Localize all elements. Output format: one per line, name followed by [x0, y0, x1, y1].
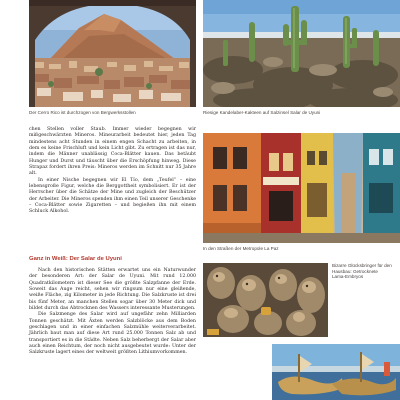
la-paz-street-photo	[203, 133, 400, 243]
la-paz-caption: In den Straßen der Metropole La Paz	[203, 246, 279, 251]
article-paragraph: Nach den historischen Stätten erwartet uns ein Naturwunder der besonderen Art: der Salar de Uyuni. Mit rund 12.000 Quadratkilometern ist dieser See die größte Salzpfanne der Erde. Soweit das Auge reicht, sehen wir ringsum nur eine gleißende, weiße Fläche, zig Kilometer in jede Richtung. Die Salzkruste ist drei bis fünf Meter, an manchen Stellen sogar über 30 Meter dick und bildet durch das Abtrocknen des Wassers interessante Musterungen.	[29, 268, 196, 312]
cactus-photo	[203, 0, 400, 107]
llama-embryo-caption: Bizarre Glücksbringer für den Hausbau: Getrocknete Lama-Embryos	[332, 263, 392, 279]
cerro-rico-caption: Der Cerro Rico ist durchzogen von Bergwerksstollen	[29, 110, 136, 115]
article-body-upper	[29, 127, 196, 216]
reed-boat-photo	[272, 344, 400, 400]
llama-embryo-photo	[203, 263, 328, 337]
article-body-lower	[29, 268, 196, 357]
article-paragraph: In einer Nische begegnen wir El Tío, dem „Teufel“ – eine lebensgroße Figur, welche die Berggottheit symbolisiert. Er ist der Herrscher über die Schätze der Mine und zugleich der Beschützer der Arbeiter. Die Mineros spenden ihm einen Teil unserer Geschenke – Coca-Blätter sowie Zigaretten – und begießen ihn mit einem Schluck Alkohol.	[29, 177, 197, 215]
article-paragraph: chen Stellen voller Staub. Immer wieder begegnen wir mißgeschwärzten Mineros. Mineurarbeit bedeutet hier, jeden Tag mindestens acht Stunden in einem engen Schacht zu arbeiten, in dem es keine Frischluft und kein Licht gibt. Zu ertragen ist das nur, indem die Männer unablässig Coca-Blätter kauen. Das betäubt Hunger und Durst und täuscht über die Erschöpfung hinweg. Diese Strapaz fordert ihren Preis: Mineros werden im Schnitt nur 35 Jahre alt.	[29, 127, 196, 177]
cerro-rico-photo	[29, 0, 196, 107]
article-paragraph: Die Salzmenge des Salar wird auf ungefähr zehn Milliarden Tonnen geschätzt. Mit Äxten werden Salzblöcke aus dem Boden geschlagen und in einer einfachen Salzmühle weiterverarbeitet. Jährlich baut man auf diese Art rund 25.000 Tonnen Salz ab und transportiert es in die Städte. Neben Salz beherbergt der Salar aber auch einen Reichtum, der noch nicht ausgebeutet wurde: Unter der Salzkruste lagert eines der weltweit größten Lithiumvorkommen.	[29, 312, 196, 356]
section-heading-salar: Ganz in Weiß: Der Salar de Uyuni	[29, 256, 122, 262]
cactus-caption: Riesige Kandelaber-Kakteen auf Salzinsel Salar de Uyuni	[203, 110, 321, 115]
